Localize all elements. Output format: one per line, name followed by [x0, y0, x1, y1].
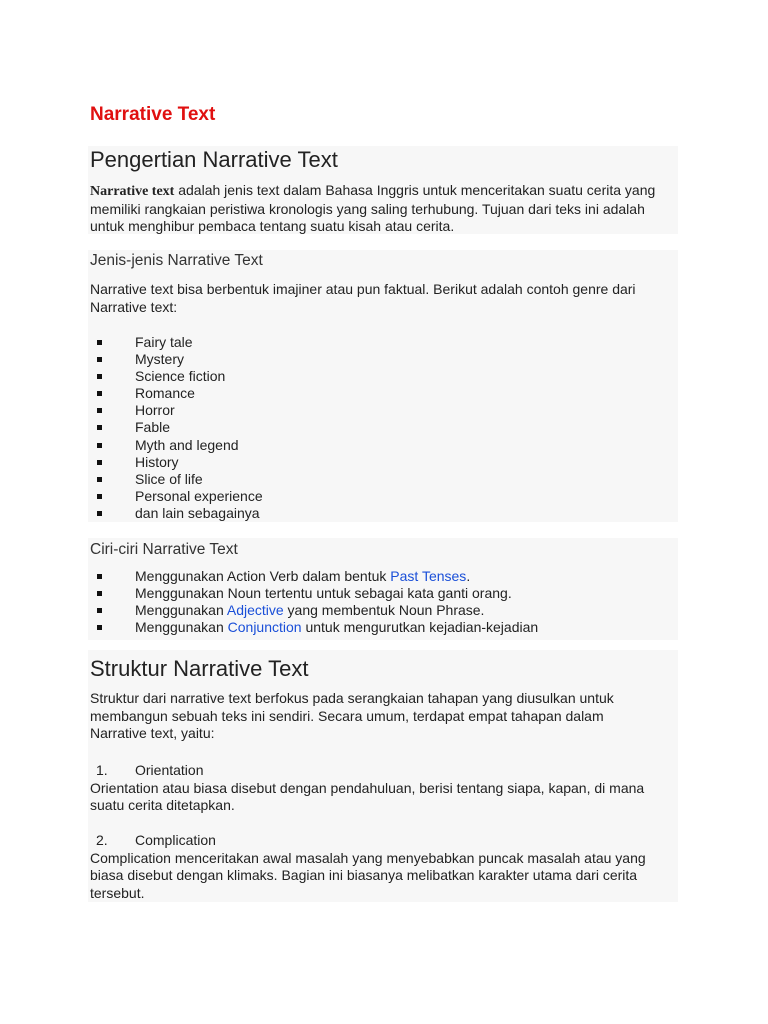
step-description: Complication menceritakan awal masalah yang menyebabkan puncak masalah atau yang biasa disebut dengan klimaks. Bagian ini biasanya melibatkan karakter utama dari cerita tersebut.	[90, 849, 646, 901]
ciri-item-text-after: .	[466, 568, 471, 584]
genre-item: Myth and legend	[90, 437, 263, 454]
section-heading-jenis: Jenis-jenis Narrative Text	[90, 252, 263, 269]
genre-item: Mystery	[90, 351, 263, 368]
section-struktur	[88, 650, 678, 902]
step-description: Orientation atau biasa disebut dengan pendahuluan, berisi tentang siapa, kapan, di mana suatu cerita ditetapkan.	[90, 779, 645, 813]
section-heading-struktur: Struktur Narrative Text	[90, 656, 309, 681]
step-name: Orientation	[135, 762, 204, 778]
genre-item: Fairy tale	[90, 334, 263, 351]
document-title: Narrative Text	[90, 104, 216, 125]
genre-item: History	[90, 454, 263, 471]
ciri-item	[90, 585, 538, 602]
genre-item: Fable	[90, 419, 263, 436]
ciri-item-link[interactable]: Past Tenses	[390, 568, 467, 584]
step-name: Complication	[135, 832, 216, 848]
ciri-item-text: Menggunakan Noun tertentu untuk sebagai kata ganti orang.	[135, 585, 512, 602]
genre-item: Science fiction	[90, 368, 263, 385]
section-pengertian	[88, 146, 678, 234]
genre-item: Horror	[90, 402, 263, 419]
ciri-item-text-after: yang membentuk Noun Phrase.	[283, 602, 485, 619]
step-number: 1.	[96, 762, 108, 778]
ciri-item-text-after: untuk mengurutkan kejadian-kejadian	[301, 619, 539, 636]
section-heading-pengertian: Pengertian Narrative Text	[90, 147, 338, 172]
genre-item: Romance	[90, 385, 263, 402]
ciri-item-text: Menggunakan	[135, 602, 227, 619]
struktur-intro: Struktur dari narrative text berfokus pada serangkaian tahapan yang diusulkan untuk membangun sebuah teks ini sendiri. Secara umum, terdapat empat tahapan dalam Narrative text, yaitu:	[90, 690, 614, 741]
ciri-item-link[interactable]: Adjective	[226, 602, 284, 619]
pengertian-text: adalah jenis text dalam Bahasa Inggris untuk menceritakan suatu cerita yang memiliki rangkaian peristiwa kronologis yang saling terhubung. Tujuan dari teks ini adalah untuk menghibur pembaca tentang suatu kisah atau cerita.	[90, 182, 656, 234]
genre-list	[90, 334, 263, 522]
pengertian-paragraph	[90, 182, 676, 236]
ciri-item	[90, 568, 538, 585]
ciri-item-text: Menggunakan Action Verb dalam bentuk	[135, 568, 391, 584]
section-ciri	[88, 538, 678, 640]
ciri-item	[90, 619, 538, 636]
step-number: 2.	[96, 832, 108, 848]
step-orientation	[90, 762, 676, 815]
genre-item: Slice of life	[90, 471, 263, 488]
ciri-list	[90, 568, 538, 636]
ciri-item-link[interactable]: Conjunction	[227, 619, 302, 636]
ciri-item	[90, 602, 538, 619]
bold-term: Narrative text	[90, 184, 175, 199]
genre-item: dan lain sebagainya	[90, 505, 263, 522]
section-jenis	[88, 250, 678, 522]
step-complication	[90, 832, 676, 902]
section-heading-ciri: Ciri-ciri Narrative Text	[90, 541, 238, 558]
jenis-intro: Narrative text bisa berbentuk imajiner atau pun faktual. Berikut adalah contoh genre dari Narrative text:	[90, 281, 636, 315]
ciri-item-text: Menggunakan	[135, 619, 228, 636]
genre-item: Personal experience	[90, 488, 263, 505]
